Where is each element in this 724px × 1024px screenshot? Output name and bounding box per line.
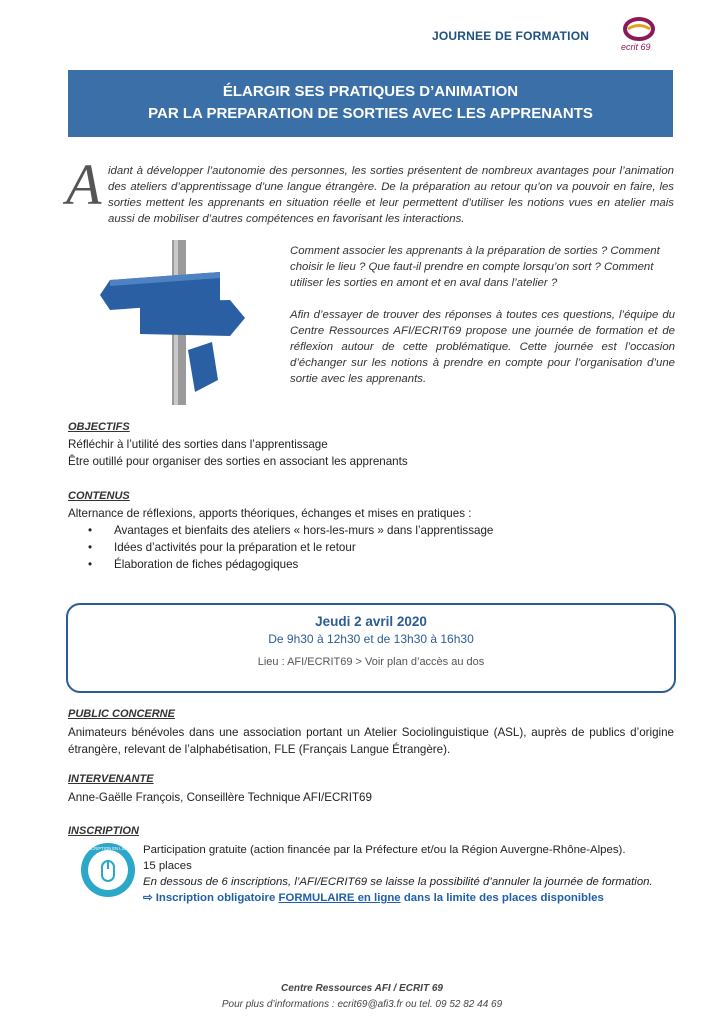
footer-contact: Pour plus d’informations : ecrit69@afi3.fr ou tel. 09 52 82 44 69 bbox=[221, 999, 503, 1010]
title-banner bbox=[68, 70, 673, 137]
inscription-line-1: Participation gratuite (action financée par la Préfecture et/ou la Région Auvergne-Rhône-Alpes). bbox=[143, 844, 626, 856]
title-line-1: ÉLARGIR SES PRATIQUES D’ANIMATION bbox=[222, 83, 519, 100]
list-item: • Avantages et bienfaits des ateliers « hors-les-murs » dans l’apprentissage bbox=[86, 522, 493, 539]
footer-title: Centre Ressources AFI / ECRIT 69 bbox=[281, 983, 443, 994]
inscription-heading: INSCRIPTION bbox=[68, 825, 139, 837]
contenus-heading: CONTENUS bbox=[68, 490, 130, 502]
objectif-2: Être outillé pour organiser des sorties en associant les apprenants bbox=[68, 455, 408, 468]
description-paragraph: Afin d’essayer de trouver des réponses à toutes ces questions, l’équipe du Centre Ressources AFI/ECRIT69 propose une journée de formation et de réflexion autour de cette problématique. Cette journée est l’occasion d’échanger sur les notions à prendre en compte pour l’organisation d’une sortie avec les apprenants. bbox=[290, 309, 675, 385]
contenus-list bbox=[86, 522, 493, 573]
logo-text: ecrit 69 bbox=[621, 42, 651, 52]
public-text: Animateurs bénévoles dans une association portant un Atelier Sociolinguistique (ASL), auprès de publics d’origine étrangère, relevant de l’alphabétisation, FLE (Français Langue Étrangère). bbox=[68, 726, 674, 756]
header-label: JOURNEE DE FORMATION bbox=[432, 29, 590, 43]
icon-label: INSCRIPTION EN LIGNE bbox=[84, 846, 132, 851]
intervenante-text: Anne-Gaëlle François, Conseillère Technique AFI/ECRIT69 bbox=[68, 791, 372, 804]
public-heading: PUBLIC CONCERNE bbox=[68, 708, 175, 720]
objectifs-heading: OBJECTIFS bbox=[68, 421, 130, 433]
date-day: Jeudi 2 avril 2020 bbox=[315, 614, 427, 629]
ecrit69-logo bbox=[616, 14, 662, 60]
date-hours: De 9h30 à 12h30 et de 13h30 à 16h30 bbox=[268, 632, 474, 646]
dropcap: A bbox=[66, 152, 102, 217]
questions-paragraph: Comment associer les apprenants à la préparation de sorties ? Comment choisir le lieu ? Que faut-il prendre en compte lorsqu’on sort ? Comment utiliser les sorties en amont et en aval dans l’atelier ? bbox=[290, 245, 660, 289]
signpost-image bbox=[100, 230, 260, 405]
inscription-line-3: En dessous de 6 inscriptions, l’AFI/ECRIT69 se laisse la possibilité d’annuler la journée de formation. bbox=[143, 876, 653, 888]
link-post: dans la limite des places disponibles bbox=[403, 892, 604, 904]
intervenante-heading: INTERVENANTE bbox=[68, 773, 154, 785]
date-place-link[interactable]: Lieu : AFI/ECRIT69 > Voir plan d’accès au dos bbox=[257, 656, 485, 668]
inscription-link-line[interactable] bbox=[143, 890, 683, 906]
list-item: • Élaboration de fiches pédagogiques bbox=[86, 556, 493, 573]
list-item: • Idées d’activités pour la préparation et le retour bbox=[86, 539, 493, 556]
inscription-block bbox=[143, 842, 683, 906]
objectif-1: Réfléchir à l’utilité des sorties dans l’apprentissage bbox=[68, 438, 328, 451]
intro-paragraph: idant à développer l’autonomie des personnes, les sorties présentent de nombreux avantages pour l’animation des ateliers d’apprentissage d’une langue étrangère. De la préparation au retour qu’on va pouvoir en faire, les sorties mettent les apprenants en situation réelle et leur permettent d’utiliser les notions vues en atelier mais aussi de mobiliser d’autres compétences en favorisant les interactions. bbox=[108, 165, 674, 225]
form-link[interactable]: FORMULAIRE en ligne bbox=[278, 892, 401, 904]
arrow-icon: ⇨ bbox=[143, 892, 153, 904]
inscription-line-2: 15 places bbox=[143, 860, 192, 872]
online-registration-icon[interactable] bbox=[80, 842, 136, 898]
link-pre: Inscription obligatoire bbox=[155, 892, 276, 904]
contenus-intro: Alternance de réflexions, apports théoriques, échanges et mises en pratiques : bbox=[68, 507, 472, 520]
date-box bbox=[66, 603, 676, 693]
title-line-2: PAR LA PREPARATION DE SORTIES AVEC LES APPRENANTS bbox=[148, 105, 593, 122]
